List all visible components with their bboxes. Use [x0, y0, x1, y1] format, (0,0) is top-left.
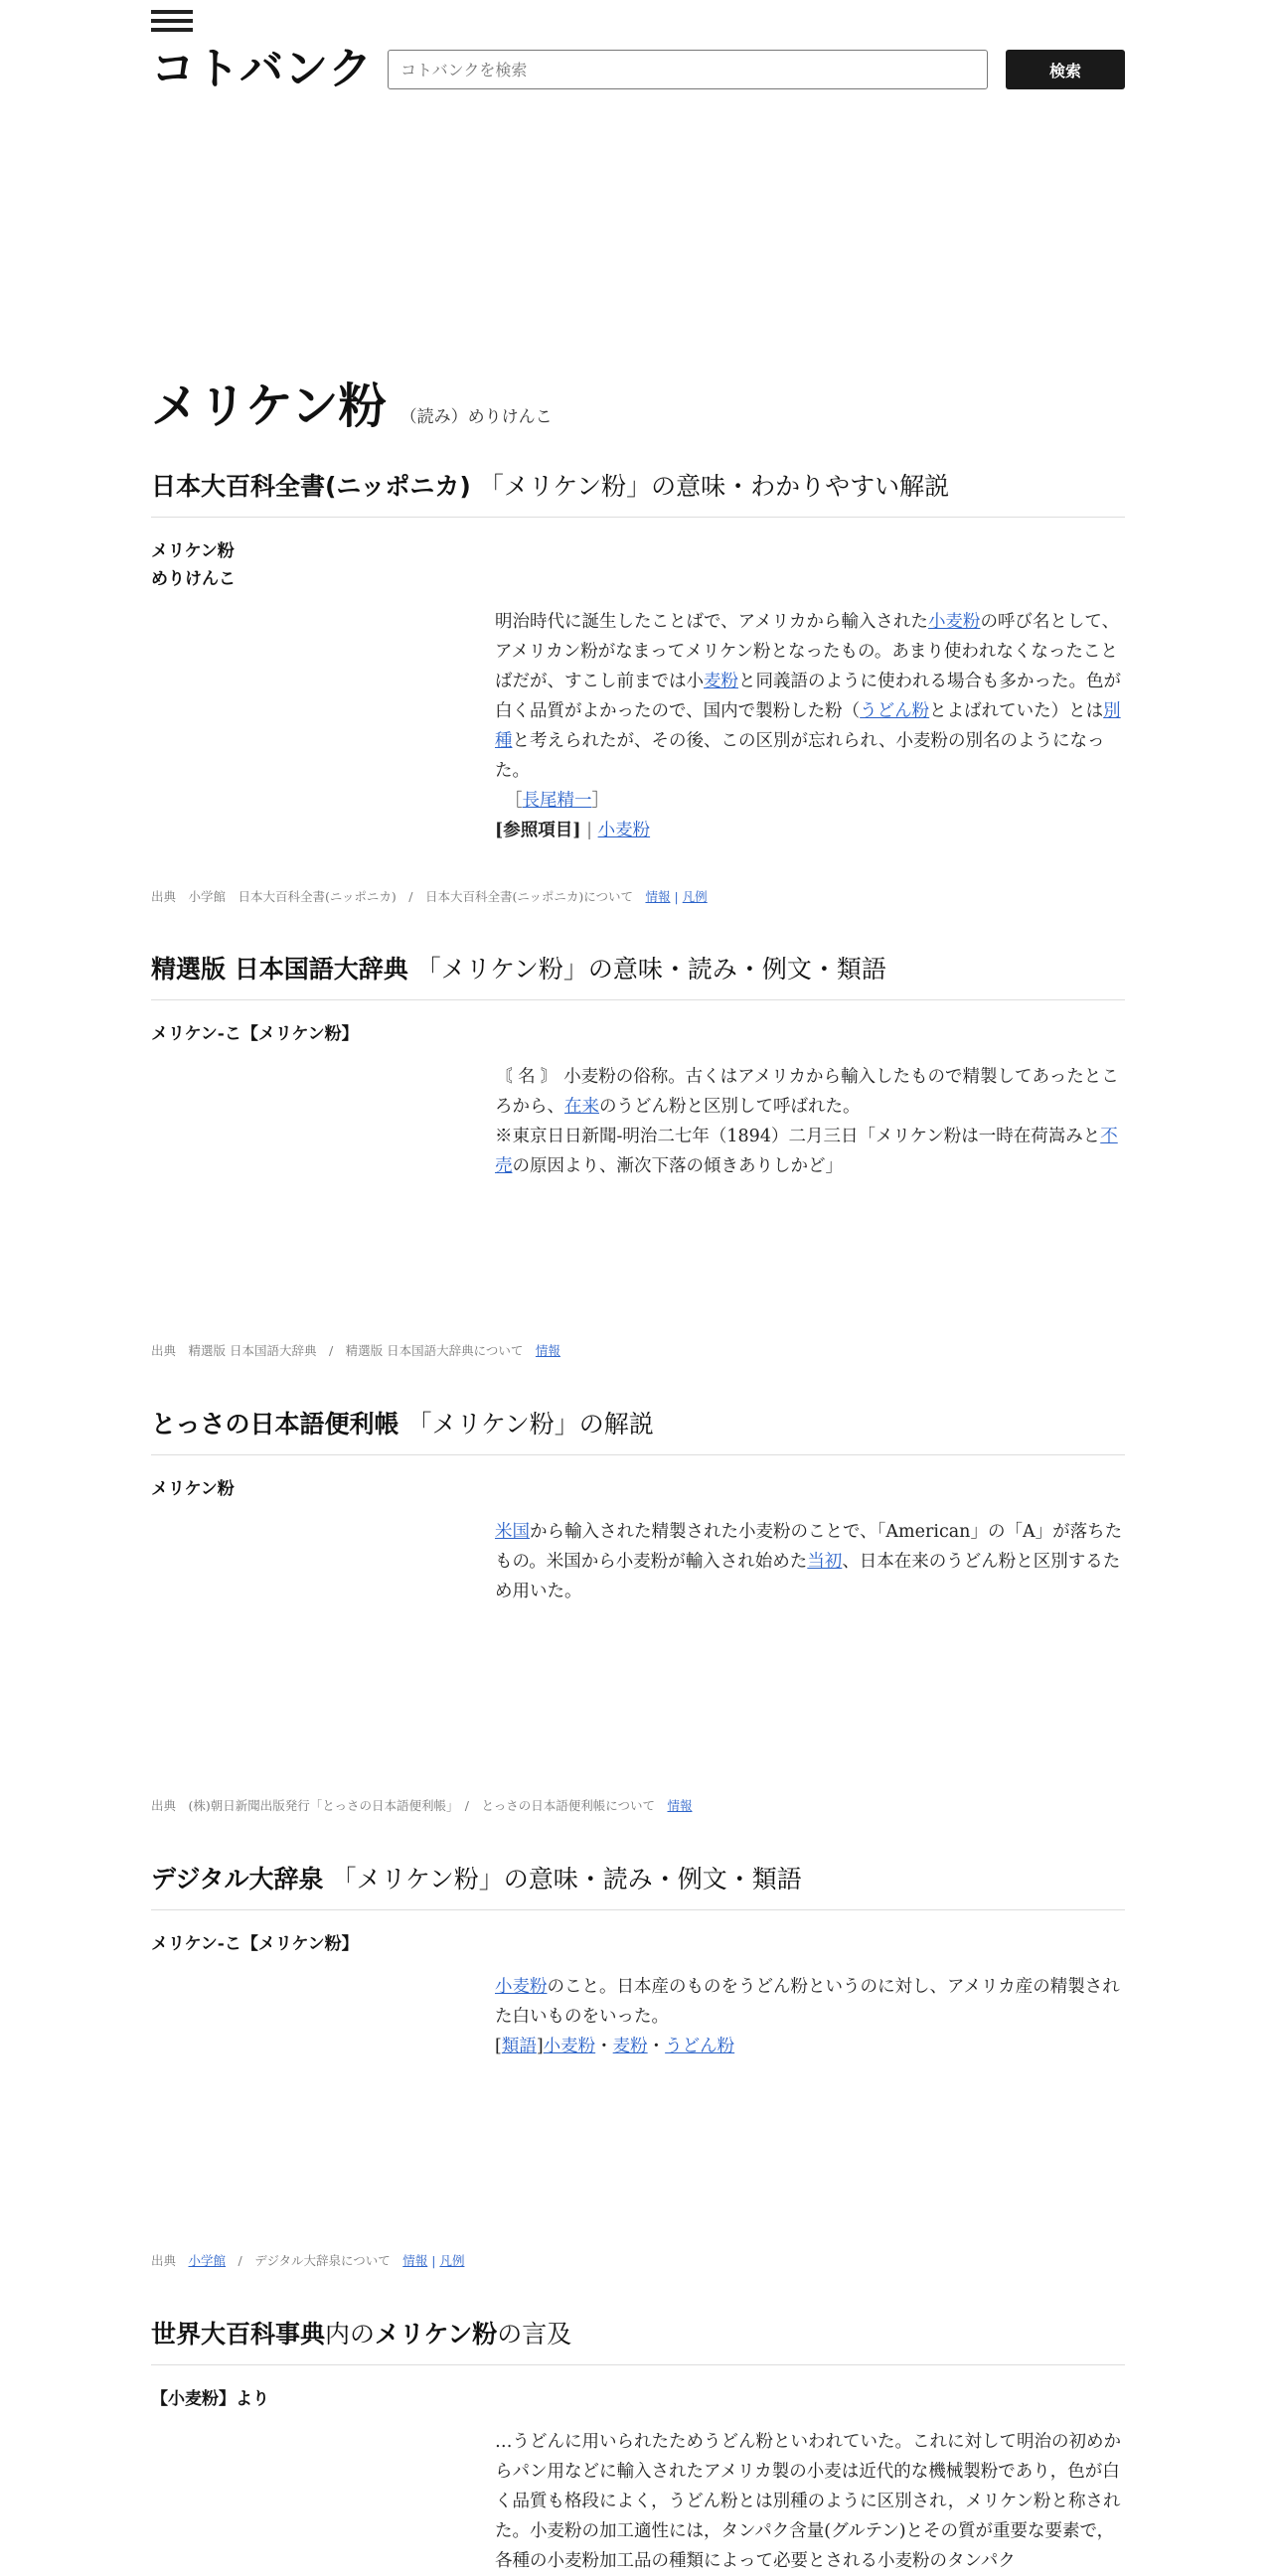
- entry-word: メリケン‐こ【メリケン粉】: [151, 1934, 359, 1954]
- section-nipponica: [151, 467, 1125, 845]
- dictionary-name: デジタル大辞泉: [151, 1865, 324, 1894]
- entry-body: [495, 2427, 1125, 2576]
- search-input[interactable]: [388, 50, 988, 89]
- hanrei-link[interactable]: 凡例: [439, 2253, 465, 2268]
- section-heading: [151, 1860, 1125, 1910]
- section-heading: 世界大百科事典内のメリケン粉の言及: [151, 2315, 1125, 2365]
- hamburger-menu-icon[interactable]: [151, 10, 193, 32]
- entry-body: 明治時代に誕生したことばで、アメリカから輸入された小麦粉の呼び名として、アメリカン粉がなまってメリケン粉となったもの。あまり使われなくなったことばだが、すこし前までは小麦粉と同義語のように使われる場合も多かった。色が白く品質がよかったので、国内で製粉した粉（うどん粉とよばれていた）とは別種と考えられたが、その後、この区別が忘れられ、小麦粉の別名のようになった。 ［長尾精一］ [参照項目] | 小麦粉: [495, 607, 1125, 845]
- synonym-link[interactable]: 麦粉: [612, 2037, 648, 2056]
- section-daijisen: [151, 1860, 1125, 2061]
- link-udonko[interactable]: うどん粉: [860, 701, 930, 721]
- link-fubai[interactable]: 不売: [495, 1127, 1118, 1176]
- section-description: 「メリケン粉」の意味・読み・例文・類語: [415, 955, 886, 984]
- page-title: [151, 368, 553, 436]
- source-line: 出典 小学館 日本大百科全書(ニッポニカ) / 日本大百科全書(ニッポニカ)について 情報 | 凡例: [151, 889, 708, 904]
- publisher-link[interactable]: 小学館: [188, 2253, 227, 2268]
- hanrei-link[interactable]: 凡例: [682, 889, 708, 904]
- section-description: 「メリケン粉」の意味・わかりやすい解説: [478, 472, 950, 501]
- link-ruigo[interactable]: 類語: [501, 2037, 537, 2056]
- info-link[interactable]: 情報: [402, 2253, 428, 2268]
- headword-mention: メリケン粉: [375, 2320, 498, 2349]
- search-button[interactable]: 検索: [1006, 50, 1125, 89]
- source-line: 出典 (株)朝日新聞出版発行「とっさの日本語便利帳」 / とっさの日本語便利帳について 情報: [151, 1798, 693, 1813]
- dictionary-name: とっさの日本語便利帳: [151, 1410, 399, 1439]
- section-nikkoku: [151, 950, 1125, 1181]
- entry-word: メリケン粉: [151, 541, 235, 561]
- synonym-link[interactable]: うどん粉: [665, 2037, 735, 2056]
- headword-reading: （読み）めりけんこ: [399, 407, 553, 427]
- reference-items: [参照項目] | 小麦粉: [495, 821, 651, 840]
- section-heading: [151, 467, 1125, 518]
- section-heading: [151, 1405, 1125, 1455]
- synonyms: [類語]小麦粉・麦粉・うどん粉: [495, 2037, 735, 2056]
- info-link[interactable]: 情報: [645, 889, 671, 904]
- ref-link-komugiko[interactable]: 小麦粉: [597, 821, 651, 840]
- entry-body: 〘 名 〙 小麦粉の俗称。古くはアメリカから輸入したもので精製してあったところから、在来のうどん粉と区別して呼ばれた。 ※東京日日新聞‐明治二七年（1894）二月三日「メリケン粉は一時在荷嵩みと不売の原因より、漸次下落の傾きありしかど」: [495, 1067, 1119, 1176]
- entry-reading: めりけんこ: [151, 569, 236, 589]
- headword: メリケン粉: [151, 379, 387, 434]
- author-link[interactable]: 長尾精一: [522, 791, 592, 811]
- section-description: 「メリケン粉」の解説: [406, 1410, 654, 1439]
- dictionary-name: 世界大百科事典: [151, 2320, 326, 2349]
- info-link[interactable]: 情報: [667, 1798, 693, 1813]
- link-tousho[interactable]: 当初: [807, 1552, 843, 1572]
- link-komugiko[interactable]: 小麦粉: [495, 1977, 548, 1997]
- dictionary-name: 精選版 日本国語大辞典: [151, 955, 408, 984]
- section-sekai-daihyakka: [151, 2315, 1125, 2576]
- source-line: 出典 小学館 / デジタル大辞泉について 情報 | 凡例: [151, 2253, 465, 2268]
- section-description: 「メリケン粉」の意味・読み・例文・類語: [331, 1865, 802, 1894]
- entry-word: 【小麦粉】より: [151, 2389, 269, 2409]
- source-line: 出典 精選版 日本国語大辞典 / 精選版 日本国語大辞典について 情報: [151, 1343, 560, 1358]
- info-link[interactable]: 情報: [535, 1343, 560, 1358]
- entry-body: 米国から輸入された精製された小麦粉のことで、「American」の「A」が落ちたもの。米国から小麦粉が輸入され始めた当初、日本在来のうどん粉と区別するため用いた。: [495, 1522, 1123, 1601]
- section-heading: [151, 950, 1125, 1000]
- mention-text: …うどんに用いられたためうどん粉といわれていた。これに対して明治の初めからパン用などに輸入されたアメリカ製の小麦は近代的な機械製粉であり，色が白く品質も格段によく，うどん粉とは別種のように区別され，メリケン粉と称された。小麦粉の加工適性には，タンパク含量(グルテン)とその質が重要な要素で，各種の小麦粉加工品の種類によって必要とされる小麦粉のタンパク: [495, 2432, 1121, 2571]
- dictionary-name: 日本大百科全書(ニッポニカ): [151, 472, 471, 501]
- link-zairai[interactable]: 在来: [564, 1097, 599, 1117]
- section-tossa: [151, 1405, 1125, 1606]
- link-mugiko[interactable]: 麦粉: [704, 672, 738, 691]
- site-logo[interactable]: コトバンク: [151, 44, 374, 94]
- entry-body: 小麦粉のこと。日本産のものをうどん粉というのに対し、アメリカ産の精製された白いものをいった。 [類語]小麦粉・麦粉・うどん粉: [495, 1972, 1125, 2061]
- entry-heading: [151, 537, 1125, 593]
- synonym-link[interactable]: 小麦粉: [543, 2037, 596, 2056]
- entry-word: メリケン粉: [151, 1479, 235, 1499]
- link-besshu[interactable]: 別種: [495, 701, 1121, 751]
- entry-word: メリケン‐こ【メリケン粉】: [151, 1024, 359, 1044]
- link-komugiko[interactable]: 小麦粉: [927, 612, 981, 632]
- link-beikoku[interactable]: 米国: [495, 1522, 530, 1542]
